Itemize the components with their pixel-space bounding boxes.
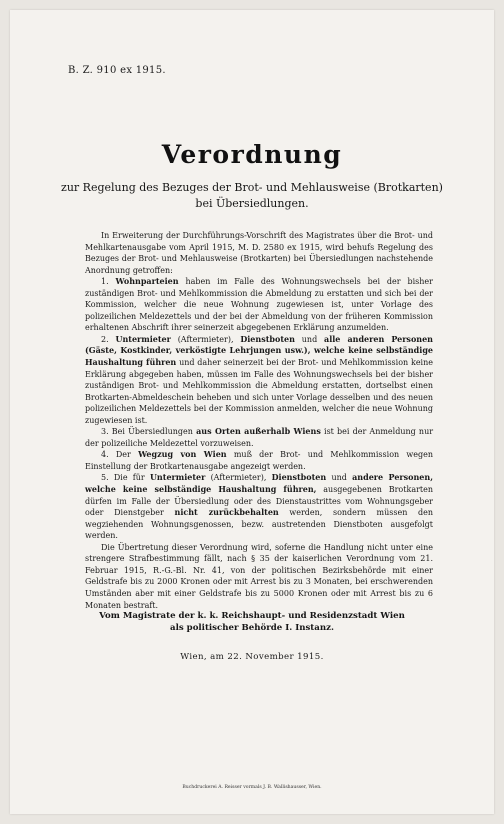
emphasis-text: nicht zurückbehalten <box>174 507 279 518</box>
paragraph-text: Der <box>115 450 131 460</box>
emphasis-text: Wohnparteien <box>115 276 179 287</box>
paragraph-text: und <box>331 473 347 483</box>
paragraph-5 <box>85 472 433 541</box>
emphasis-text: Dienstboten <box>240 333 295 344</box>
paragraph-text: werden, sondern müssen den wegziehenden Wohnungsgenossen, bezw. austretenden Dienstboten ausgefolgt werden. <box>85 508 434 541</box>
printer-imprint: Buchdruckerei A. Reisser vormals J. B. Wallishausser, Wien. <box>182 785 322 790</box>
document-title: Verordnung <box>161 140 343 169</box>
paragraph-text: Bei Übersiedlungen <box>111 427 193 437</box>
paragraph-text: (Aftermieter), <box>177 334 234 344</box>
document-subtitle <box>10 180 494 212</box>
signature-line-2: als politischer Behörde I. Instanz. <box>170 623 334 633</box>
paragraph-text: (Aftermieter), <box>210 473 267 483</box>
document-body <box>85 230 433 611</box>
emphasis-text: Untermieter <box>115 333 171 344</box>
emphasis-text: Untermieter <box>149 472 206 483</box>
signature-line-1: Vom Magistrate der k. k. Reichshaupt- und Residenzstadt Wien <box>99 611 405 621</box>
emphasis-text: andere Personen, welche keine selbständige Haushaltung führen, <box>85 472 433 495</box>
paragraph-1 <box>85 276 433 334</box>
paragraph-number: 2. <box>101 334 109 344</box>
paragraph-number: 4. <box>101 450 109 460</box>
paragraph-number: 5. <box>101 473 109 483</box>
subtitle-line-1: zur Regelung des Bezuges der Brot- und Mehlausweise (Brotkarten) <box>61 181 443 194</box>
paragraph-text: Die für <box>113 473 145 483</box>
document-sheet <box>10 10 494 814</box>
date-line: Wien, am 22. November 1915. <box>180 652 324 662</box>
emphasis-text: aus Orten außerhalb Wiens <box>196 426 321 437</box>
signature-block <box>10 610 494 634</box>
paragraph-number: 3. <box>101 427 109 437</box>
reference-number: B. Z. 910 ex 1915. <box>68 65 166 76</box>
paragraph-text: haben im Falle des Wohnungswechsels bei der bisher zuständigen Brot- und Mehlkommission die Abmeldung zu erstatten und sich bei der Kommission, welcher die neue Wohnung zugewiesen ist, unter Vorlage des polizeilichen Meldezettels und der bei der Abmeldung von der früheren Kommission erhaltenen Abschrift ihrer seinerzeit abgegebenen Erklärung anzumelden. <box>85 277 433 333</box>
paragraph-number: 1. <box>101 277 109 287</box>
emphasis-text: Wegzug von Wien <box>138 449 227 460</box>
emphasis-text: Dienstboten <box>271 472 327 483</box>
paragraph-2 <box>85 334 433 426</box>
paragraph-text: muß der Brot- und Mehlkommission wegen Einstellung der Brotkartenausgabe angezeigt werden. <box>85 450 433 471</box>
intro-paragraph: In Erweiterung der Durchführungs-Vorschrift des Magistrates über die Brot- und Mehlkartenausgabe vom April 1915, M. D. 2580 ex 1915, wird behufs Regelung des Bezuges der Brot- und Mehlausweise (Brotkarten) bei Übersiedlungen nachstehende Anordnung getroffen: <box>85 231 433 275</box>
emphasis-text: alle anderen Personen (Gäste, Kostkinder, verköstigte Lehrjungen usw.), welche keine selbständige Haushaltung führen <box>85 333 433 368</box>
paragraph-text: und daher seinerzeit bei der Brot- und Mehlkommission keine Erklärung abgegeben haben, müssen im Falle des Wohnungswechsels bei der bisher zuständigen Brot- und Mehlkommission die Abmeldung erstatten, dortselbst einen Brotkarten-Abmeldeschein beheben und sich unter Vorlage desselben und des neuen polizeilichen Meldezettels bei der Kommission anmelden, welcher die neue Wohnung zugewiesen ist. <box>85 358 433 425</box>
paragraph-text: ausgegebenen Brotkarten dürfen im Falle der Übersiedlung oder des Dienstaustrittes vom Wohnungsgeber oder Dienstgeber <box>85 485 434 518</box>
paragraph-text: ist bei der Anmeldung nur der polizeiliche Meldezettel vorzuweisen. <box>85 427 434 448</box>
penalty-paragraph: Die Übertretung dieser Verordnung wird, soferne die Handlung nicht unter eine strengere Strafbestimmung fällt, nach § 35 der kaiserlichen Verordnung vom 21. Februar 1915, R.-G.-Bl. Nr. 41, von der politischen Bezirksbehörde mit einer Geldstrafe bis zu 2000 Kronen oder mit Arrest bis zu 3 Monaten, bei erschwerenden Umständen aber mit einer Geldstrafe bis zu 5000 Kronen oder mit Arrest bis zu 6 Monaten bestraft. <box>85 542 433 610</box>
subtitle-line-2: bei Übersiedlungen. <box>195 197 309 210</box>
paragraph-3 <box>85 426 433 449</box>
paragraph-text: und <box>301 334 318 344</box>
paragraph-4 <box>85 449 433 472</box>
